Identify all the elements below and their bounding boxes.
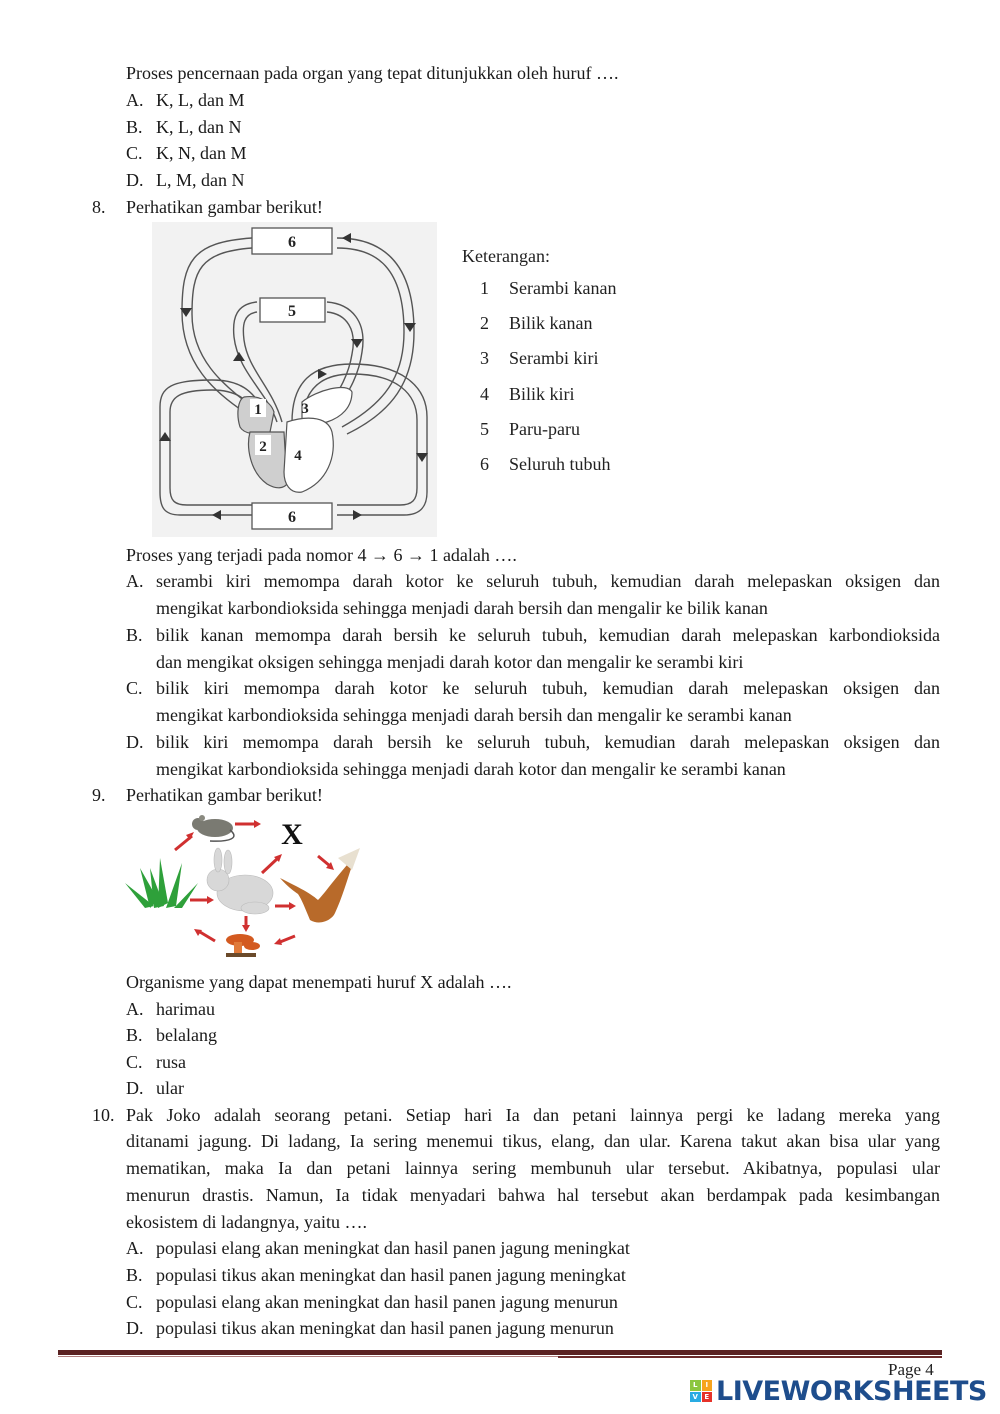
q10-option-b[interactable]: B. populasi tikus akan meningkat dan hasil panen jagung meningkat [126,1265,626,1285]
q10-paragraph-line: Pak Joko adalah seorang petani. Setiap hari Ia dan petani lainnya pergi ke ladang mereka yang [126,1105,940,1125]
q9-header [92,784,323,806]
q7-stem: Proses pencernaan pada organ yang tepat ditunjukkan oleh huruf …. [126,63,619,83]
legend-item: 4 Bilik kiri [480,384,575,404]
q8-prompt: Perhatikan gambar berikut! [126,197,323,217]
q8-option-b-line2[interactable]: dan mengikat oksigen sehingga menjadi darah kotor dan mengalir ke serambi kiri [156,652,744,672]
q9-stem: Organisme yang dapat menempati huruf X adalah …. [126,972,512,992]
q8-option-b-line1[interactable]: bilik kanan memompa darah bersih ke seluruh tubuh, kemudian darah melepaskan karbondioksida [156,625,940,645]
q10-number: 10. [92,1105,115,1125]
legend-title: Keterangan: [462,246,550,266]
legend-item: 5 Paru-paru [480,419,580,439]
food-web-diagram [120,808,370,968]
legend-item: 6 Seluruh tubuh [480,454,611,474]
q7-option-a[interactable]: A. K, L, dan M [126,90,245,110]
liveworksheets-logo[interactable] [690,1375,987,1407]
chamber-label-3: 3 [301,401,309,417]
q10-option-c[interactable]: C. populasi elang akan meningkat dan hasil panen jagung menurun [126,1292,618,1312]
footer-rule-accent [558,1356,942,1358]
q9-number: 9. [92,785,106,805]
q9-option-a[interactable]: A. harimau [126,999,215,1019]
circulation-diagram [152,222,437,537]
footer-rule-thin [58,1356,558,1357]
q9-prompt: Perhatikan gambar berikut! [126,785,323,805]
q9-option-d[interactable]: D. ular [126,1078,184,1098]
q8-option-a-line1[interactable]: serambi kiri memompa darah kotor ke seluruh tubuh, kemudian darah melepaskan oksigen dan [156,571,940,591]
q8-option-c-letter[interactable]: C. [126,678,143,698]
q10-paragraph-line: menurun drastis. Namun, Ia tidak menyadari bahwa hal tersebut akan berdampak pada kesimbangan [126,1185,940,1205]
q8-option-c-line1[interactable]: bilik kiri memompa darah kotor ke seluruh tubuh, kemudian darah melepaskan oksigen dan [156,678,940,698]
q8-number: 8. [92,197,106,217]
legend-item: 3 Serambi kiri [480,348,599,368]
box-body-bottom-label: 6 [288,509,296,526]
liveworksheets-grid-icon: L I V E [690,1380,712,1402]
chamber-label-4: 4 [294,448,302,464]
q8-option-d-letter[interactable]: D. [126,732,144,752]
mouse-icon [192,815,234,841]
q7-option-b[interactable]: B. K, L, dan N [126,117,242,137]
q9-option-c[interactable]: C. rusa [126,1052,186,1072]
food-web-x-marker: X [281,818,303,851]
q10-paragraph-line: ditanami jagung. Di ladang, Ia sering menemui tikus, elang, dan ular. Karena takut akan bisa ular yang [126,1131,940,1151]
q8-header [92,196,323,218]
page-number: Page 4 [888,1360,934,1379]
q10-option-d[interactable]: D. populasi tikus akan meningkat dan hasil panen jagung menurun [126,1318,614,1338]
q8-option-a-line2[interactable]: mengikat karbondioksida sehingga menjadi darah bersih dan mengalir ke bilik kanan [156,598,768,618]
box-lungs-label: 5 [288,303,296,320]
q10-paragraph-line: ekosistem di ladangnya, yaitu …. [126,1212,367,1232]
chamber-label-2: 2 [259,439,267,455]
q8-option-d-line1[interactable]: bilik kiri memompa darah bersih ke seluruh tubuh, kemudian darah melepaskan oksigen dan [156,732,940,752]
liveworksheets-wordmark: LIVEWORKSHEETS [716,1375,987,1407]
q7-option-d[interactable]: D. L, M, dan N [126,170,245,190]
q8-option-a-letter[interactable]: A. [126,571,144,591]
mushroom-icon [226,934,260,957]
q10-paragraph-line: mematikan, maka Ia dan petani lainnya sering membunuh ular tersebut. Akibatnya, populasi ular [126,1158,940,1178]
q7-option-c[interactable]: C. K, N, dan M [126,143,247,163]
legend-item: 1 Serambi kanan [480,278,617,298]
legend-item: 2 Bilik kanan [480,313,593,333]
q8-stem: Proses yang terjadi pada nomor 4 → 6 → 1 adalah …. [126,545,517,565]
footer-rule [58,1350,942,1355]
chamber-label-1: 1 [254,402,262,418]
q8-option-d-line2[interactable]: mengikat karbondioksida sehingga menjadi darah kotor dan mengalir ke serambi kanan [156,759,786,779]
grass-icon [125,858,198,908]
box-body-top-label: 6 [288,234,296,251]
q8-option-b-letter[interactable]: B. [126,625,143,645]
q8-option-c-line2[interactable]: mengikat karbondioksida sehingga menjadi darah bersih dan mengalir ke serambi kanan [156,705,792,725]
q10-option-a[interactable]: A. populasi elang akan meningkat dan hasil panen jagung meningkat [126,1238,630,1258]
q9-option-b[interactable]: B. belalang [126,1025,217,1045]
rabbit-icon [207,848,273,914]
